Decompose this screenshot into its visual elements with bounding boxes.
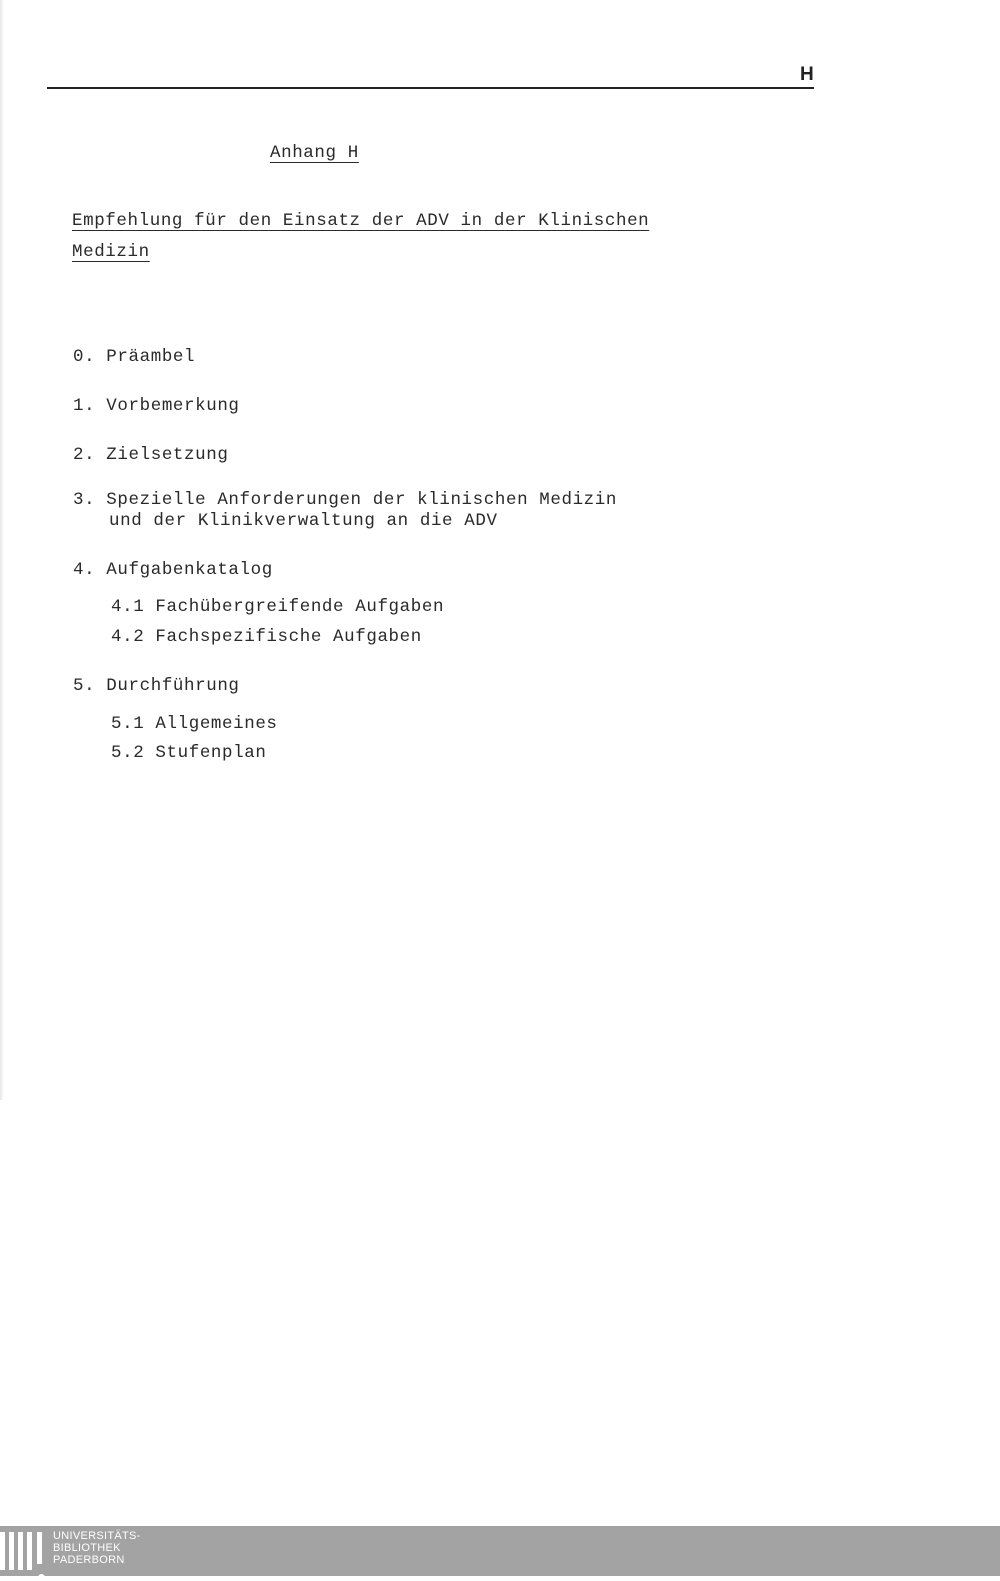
header-rule [47, 87, 814, 89]
page-letter: H [800, 64, 814, 85]
subtitle-line-1: Empfehlung für den Einsatz der ADV in der Klinischen [72, 211, 650, 231]
toc-item-3-line-1: 3. Spezielle Anforderungen der klinischen Medizin [73, 490, 617, 510]
toc-item-5-1: 5.1 Allgemeines [111, 714, 278, 734]
toc-item-5: 5. Durchführung [73, 676, 240, 696]
logo-text-line-3: PADERBORN [53, 1554, 125, 1566]
toc-item-4-2: 4.2 Fachspezifische Aufgaben [111, 627, 422, 647]
library-logo-text [53, 1530, 141, 1566]
toc-item-0: 0. Präambel [73, 347, 196, 367]
subtitle-line-2: Medizin [72, 242, 150, 262]
toc-item-5-2: 5.2 Stufenplan [111, 743, 267, 763]
toc-item-1: 1. Vorbemerkung [73, 396, 240, 416]
toc-item-4: 4. Aufgabenkatalog [73, 560, 273, 580]
logo-text-line-1: UNIVERSITÄTS- [53, 1530, 141, 1542]
logo-text-line-2: BIBLIOTHEK [53, 1542, 121, 1554]
toc-item-2: 2. Zielsetzung [73, 445, 229, 465]
footer-bar [0, 1526, 1000, 1576]
library-logo-icon [0, 1532, 46, 1572]
toc-item-3-line-2: und der Klinikverwaltung an die ADV [109, 511, 498, 531]
page-title: Anhang H [270, 143, 359, 163]
toc-item-4-1: 4.1 Fachübergreifende Aufgaben [111, 597, 445, 617]
scan-edge-shadow [0, 0, 4, 1100]
